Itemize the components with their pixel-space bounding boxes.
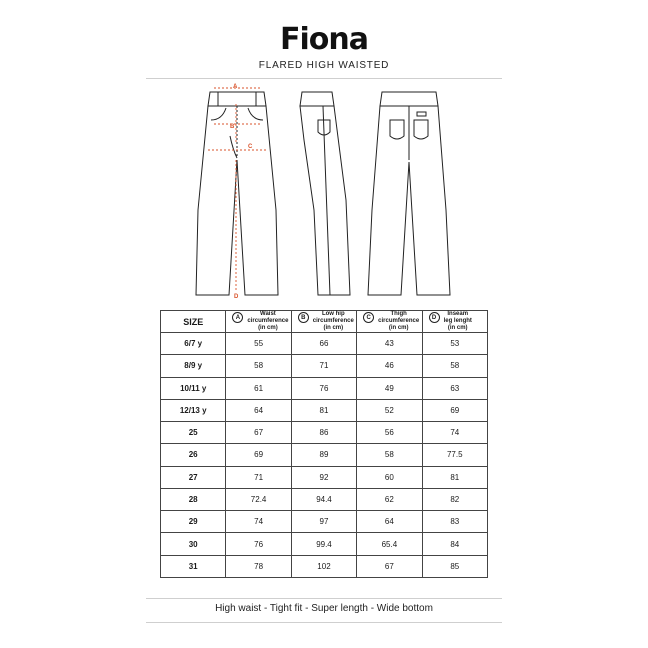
table-header-row: [161, 311, 488, 333]
measurement-cell: 65.4: [357, 533, 422, 555]
measurement-cell: 97: [291, 511, 356, 533]
measurement-cell: 67: [226, 422, 291, 444]
divider-footer-bottom: [146, 622, 502, 623]
measurement-cell: 71: [291, 355, 356, 377]
letter-a-badge: A: [232, 312, 243, 323]
column-header-a: A Waist circumference (in cm): [226, 311, 291, 333]
measurement-cell: 46: [357, 355, 422, 377]
size-cell: 29: [161, 511, 226, 533]
size-cell: 25: [161, 422, 226, 444]
measurement-cell: 58: [226, 355, 291, 377]
measurement-cell: 74: [226, 511, 291, 533]
measurement-cell: 89: [291, 444, 356, 466]
size-cell: 30: [161, 533, 226, 555]
measurement-cell: 69: [422, 399, 487, 421]
column-header-c: C Thigh circumference (in cm): [357, 311, 422, 333]
product-subtitle: FLARED HIGH WAISTED: [258, 60, 390, 71]
measurement-cell: 76: [226, 533, 291, 555]
size-chart-table: [160, 310, 488, 578]
size-cell: 28: [161, 488, 226, 510]
table-row: [161, 422, 488, 444]
measurement-cell: 85: [422, 555, 487, 577]
divider-top: [146, 78, 502, 79]
measurement-cell: 81: [291, 399, 356, 421]
measurement-cell: 56: [357, 422, 422, 444]
marker-c: C: [248, 144, 253, 150]
measurement-cell: 55: [226, 333, 291, 355]
letter-b-badge: B: [298, 312, 309, 323]
measurement-cell: 49: [357, 377, 422, 399]
measurement-cell: 71: [226, 466, 291, 488]
product-features: High waist - Tight fit - Super length - Wide bottom: [215, 603, 433, 614]
side-view-drawing: [300, 92, 350, 295]
divider-footer-top: [146, 598, 502, 599]
marker-d: D: [234, 294, 239, 300]
table-row: [161, 333, 488, 355]
measurement-cell: 58: [422, 355, 487, 377]
measurement-cell: 82: [422, 488, 487, 510]
size-cell: 8/9 y: [161, 355, 226, 377]
measurement-cell: 83: [422, 511, 487, 533]
marker-b: B: [230, 124, 235, 130]
table-row: [161, 355, 488, 377]
size-cell: 27: [161, 466, 226, 488]
measurement-cell: 99.4: [291, 533, 356, 555]
measurement-cell: 53: [422, 333, 487, 355]
measurement-cell: 63: [422, 377, 487, 399]
measurement-cell: 52: [357, 399, 422, 421]
back-view-drawing: [368, 92, 450, 295]
size-cell: 6/7 y: [161, 333, 226, 355]
measurement-cell: 66: [291, 333, 356, 355]
table-row: [161, 511, 488, 533]
table-row: [161, 444, 488, 466]
measurement-cell: 43: [357, 333, 422, 355]
measurement-cell: 74: [422, 422, 487, 444]
table-row: [161, 377, 488, 399]
table-row: [161, 555, 488, 577]
size-cell: 26: [161, 444, 226, 466]
measurement-cell: 92: [291, 466, 356, 488]
measurement-cell: 84: [422, 533, 487, 555]
column-header-b: B Low hip circumference (in cm): [291, 311, 356, 333]
measurement-cell: 64: [357, 511, 422, 533]
size-chart-body: [161, 333, 488, 578]
size-cell: 31: [161, 555, 226, 577]
measurement-cell: 86: [291, 422, 356, 444]
measurement-cell: 64: [226, 399, 291, 421]
table-row: [161, 533, 488, 555]
measurement-cell: 77.5: [422, 444, 487, 466]
size-cell: 12/13 y: [161, 399, 226, 421]
letter-d-badge: D: [429, 312, 440, 323]
measurement-cell: 76: [291, 377, 356, 399]
measurement-cell: 61: [226, 377, 291, 399]
product-title: Fiona: [280, 22, 368, 57]
measurement-cell: 58: [357, 444, 422, 466]
table-row: [161, 399, 488, 421]
measurement-cell: 69: [226, 444, 291, 466]
marker-a: A: [233, 84, 238, 90]
measurement-cell: 78: [226, 555, 291, 577]
column-header-d: D Inseam leg lenght (in cm): [422, 311, 487, 333]
measurement-cell: 67: [357, 555, 422, 577]
measurement-cell: 81: [422, 466, 487, 488]
table-row: [161, 466, 488, 488]
front-view-drawing: [196, 92, 278, 295]
measurement-cell: 72.4: [226, 488, 291, 510]
jeans-technical-drawings: [0, 80, 648, 300]
measurement-cell: 60: [357, 466, 422, 488]
measurement-cell: 94.4: [291, 488, 356, 510]
measurement-cell: 62: [357, 488, 422, 510]
table-row: [161, 488, 488, 510]
size-cell: 10/11 y: [161, 377, 226, 399]
measurement-cell: 102: [291, 555, 356, 577]
letter-c-badge: C: [363, 312, 374, 323]
size-column-header: SIZE: [161, 311, 226, 333]
